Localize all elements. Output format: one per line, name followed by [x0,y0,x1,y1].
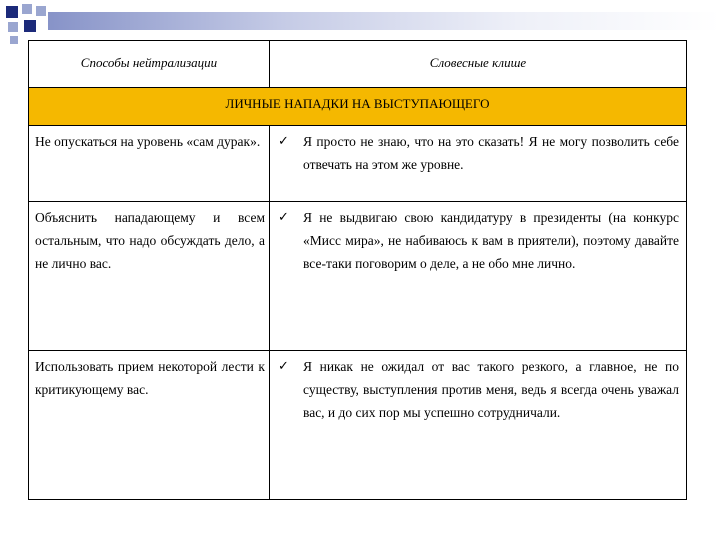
method-cell: Объяснить нападающему и всем остальным, что надо обсуждать дело, а не лично вас. [35,210,265,271]
phrase-cell: Я никак не ожидал от вас такого резкого, а главное, не по существу, выступления против меня, ведь я всегда очень уважал вас, и до сих пор мы успешно сотрудничали. [303,359,679,420]
decor-square [10,36,18,44]
section-title: ЛИЧНЫЕ НАПАДКИ НА ВЫСТУПАЮЩЕГО [225,96,490,111]
phrase-cell: Я просто не знаю, что на это сказать! Я не могу позволить себе отвечать на этом же уровне. [303,134,679,172]
method-cell: Использовать прием некоторой лести к критикующему вас. [35,359,265,397]
decor-square [24,20,36,32]
checkmark-icon: ✓ [278,359,289,374]
table-row [29,351,686,499]
decor-square [8,22,18,32]
header-methods: Способы нейтрализации [80,55,218,70]
comparison-table [28,40,687,500]
method-cell: Не опускаться на уровень «сам дурак». [35,134,261,149]
table-row [29,126,686,202]
decor-square [6,6,18,18]
checkmark-icon: ✓ [278,210,289,225]
table-row [29,202,686,351]
header-phrases: Словесные клише [429,55,527,70]
decor-square [36,6,46,16]
header-gradient-bar [48,12,720,30]
phrase-cell: Я не выдвигаю свою кандидатуру в президенты (на конкурс «Мисс мира», не набиваюсь к вам в приятели), поэтому давайте все-таки поговорим о деле, а не обо мне лично. [303,210,679,271]
table-header-row [29,41,686,88]
section-band [29,88,686,126]
decor-square [22,4,32,14]
checkmark-icon: ✓ [278,134,289,149]
